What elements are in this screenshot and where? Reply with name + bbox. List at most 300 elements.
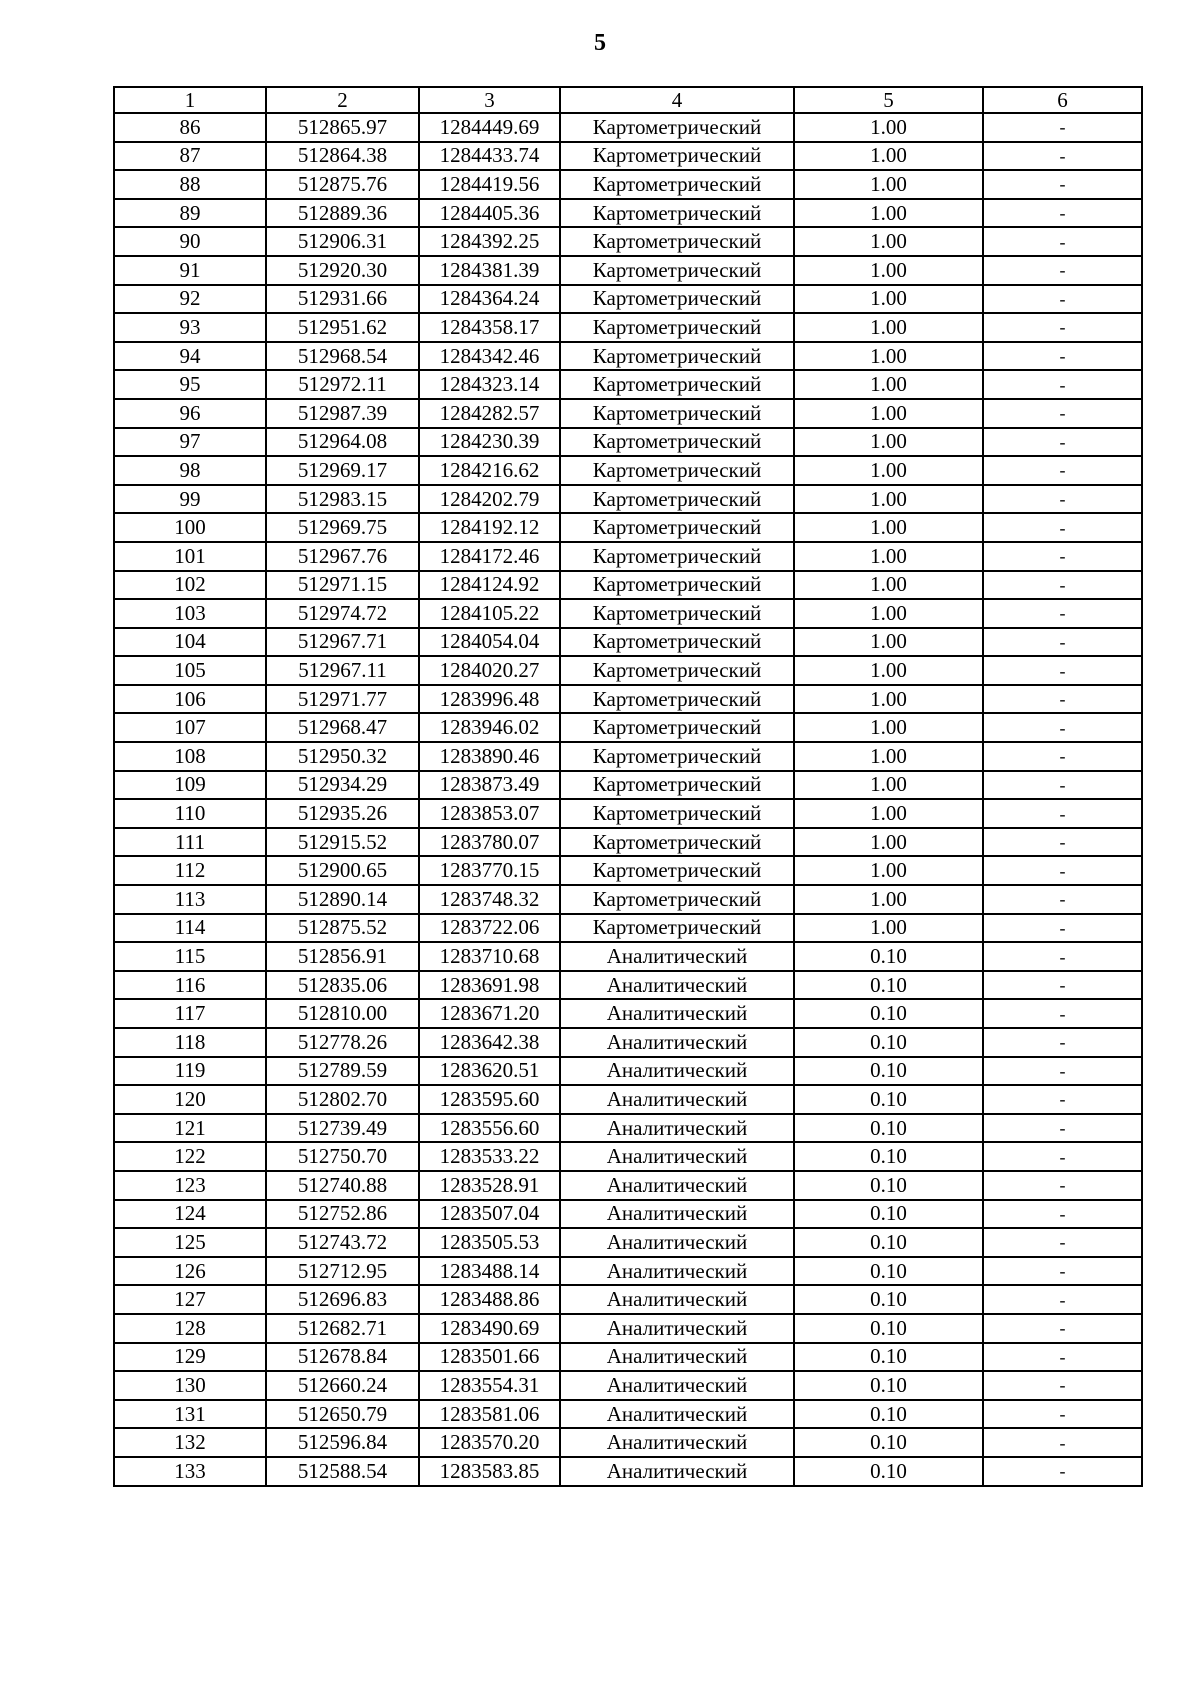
cell-note: - — [983, 513, 1142, 542]
cell-coord-x: 512967.71 — [266, 628, 419, 657]
table-row — [114, 1171, 1142, 1200]
cell-coord-y: 1283556.60 — [419, 1114, 560, 1143]
table-row — [114, 1371, 1142, 1400]
table-row — [114, 428, 1142, 457]
cell-point-number: 113 — [114, 885, 266, 914]
table-row — [114, 771, 1142, 800]
cell-note: - — [983, 1457, 1142, 1486]
cell-point-number: 122 — [114, 1142, 266, 1171]
cell-point-number: 129 — [114, 1343, 266, 1372]
cell-point-number: 124 — [114, 1200, 266, 1229]
cell-note: - — [983, 599, 1142, 628]
cell-method: Аналитический — [560, 1285, 794, 1314]
cell-coord-x: 512696.83 — [266, 1285, 419, 1314]
cell-method: Картометрический — [560, 142, 794, 171]
table-row — [114, 1257, 1142, 1286]
cell-point-number: 95 — [114, 370, 266, 399]
cell-note: - — [983, 1371, 1142, 1400]
cell-point-number: 123 — [114, 1171, 266, 1200]
cell-point-number: 131 — [114, 1400, 266, 1429]
cell-coord-y: 1283642.38 — [419, 1028, 560, 1057]
cell-note: - — [983, 542, 1142, 571]
cell-method: Аналитический — [560, 1228, 794, 1257]
cell-coord-x: 512900.65 — [266, 856, 419, 885]
cell-coord-x: 512974.72 — [266, 599, 419, 628]
cell-method: Аналитический — [560, 1428, 794, 1457]
cell-note: - — [983, 713, 1142, 742]
cell-coord-y: 1284405.36 — [419, 199, 560, 228]
table-row — [114, 914, 1142, 943]
cell-accuracy: 1.00 — [794, 914, 983, 943]
cell-method: Аналитический — [560, 1200, 794, 1229]
cell-note: - — [983, 256, 1142, 285]
cell-method: Картометрический — [560, 542, 794, 571]
cell-method: Аналитический — [560, 1085, 794, 1114]
table-row — [114, 370, 1142, 399]
cell-coord-x: 512875.52 — [266, 914, 419, 943]
cell-coord-x: 512650.79 — [266, 1400, 419, 1429]
cell-coord-y: 1283501.66 — [419, 1343, 560, 1372]
cell-coord-x: 512810.00 — [266, 999, 419, 1028]
cell-note: - — [983, 1200, 1142, 1229]
cell-coord-x: 512740.88 — [266, 1171, 419, 1200]
table-row — [114, 170, 1142, 199]
cell-coord-x: 512889.36 — [266, 199, 419, 228]
table-row — [114, 628, 1142, 657]
cell-method: Картометрический — [560, 342, 794, 371]
cell-coord-y: 1284381.39 — [419, 256, 560, 285]
cell-coord-x: 512588.54 — [266, 1457, 419, 1486]
cell-accuracy: 1.00 — [794, 199, 983, 228]
table-row — [114, 685, 1142, 714]
cell-accuracy: 1.00 — [794, 742, 983, 771]
cell-coord-x: 512856.91 — [266, 942, 419, 971]
cell-coord-y: 1283581.06 — [419, 1400, 560, 1429]
cell-coord-x: 512864.38 — [266, 142, 419, 171]
cell-point-number: 96 — [114, 399, 266, 428]
cell-coord-y: 1283620.51 — [419, 1057, 560, 1086]
cell-point-number: 101 — [114, 542, 266, 571]
cell-method: Картометрический — [560, 113, 794, 142]
cell-method: Аналитический — [560, 1114, 794, 1143]
cell-note: - — [983, 1400, 1142, 1429]
cell-coord-x: 512920.30 — [266, 256, 419, 285]
cell-point-number: 121 — [114, 1114, 266, 1143]
cell-coord-x: 512972.11 — [266, 370, 419, 399]
cell-method: Аналитический — [560, 1028, 794, 1057]
cell-note: - — [983, 370, 1142, 399]
cell-accuracy: 1.00 — [794, 799, 983, 828]
cell-coord-y: 1283570.20 — [419, 1428, 560, 1457]
cell-coord-y: 1284230.39 — [419, 428, 560, 457]
cell-coord-x: 512967.11 — [266, 656, 419, 685]
cell-coord-x: 512915.52 — [266, 828, 419, 857]
cell-method: Аналитический — [560, 942, 794, 971]
cell-note: - — [983, 885, 1142, 914]
cell-coord-x: 512968.54 — [266, 342, 419, 371]
table-row — [114, 1028, 1142, 1057]
cell-method: Картометрический — [560, 456, 794, 485]
cell-coord-y: 1283853.07 — [419, 799, 560, 828]
cell-method: Картометрический — [560, 313, 794, 342]
cell-point-number: 128 — [114, 1314, 266, 1343]
cell-coord-y: 1284282.57 — [419, 399, 560, 428]
cell-note: - — [983, 285, 1142, 314]
cell-note: - — [983, 1114, 1142, 1143]
cell-point-number: 100 — [114, 513, 266, 542]
cell-point-number: 116 — [114, 971, 266, 1000]
cell-accuracy: 1.00 — [794, 885, 983, 914]
cell-coord-x: 512935.26 — [266, 799, 419, 828]
cell-method: Картометрический — [560, 799, 794, 828]
page-number: 5 — [594, 30, 606, 56]
cell-point-number: 133 — [114, 1457, 266, 1486]
table-row — [114, 113, 1142, 142]
cell-accuracy: 1.00 — [794, 513, 983, 542]
cell-method: Картометрический — [560, 199, 794, 228]
cell-coord-x: 512678.84 — [266, 1343, 419, 1372]
cell-note: - — [983, 999, 1142, 1028]
cell-accuracy: 1.00 — [794, 713, 983, 742]
header-cell-2: 2 — [266, 87, 419, 113]
cell-note: - — [983, 1085, 1142, 1114]
cell-accuracy: 1.00 — [794, 428, 983, 457]
cell-coord-x: 512934.29 — [266, 771, 419, 800]
cell-point-number: 111 — [114, 828, 266, 857]
cell-method: Картометрический — [560, 399, 794, 428]
cell-method: Картометрический — [560, 256, 794, 285]
cell-method: Картометрический — [560, 771, 794, 800]
cell-accuracy: 1.00 — [794, 456, 983, 485]
table-row — [114, 742, 1142, 771]
cell-coord-y: 1283890.46 — [419, 742, 560, 771]
cell-point-number: 112 — [114, 856, 266, 885]
cell-accuracy: 1.00 — [794, 656, 983, 685]
cell-point-number: 127 — [114, 1285, 266, 1314]
table-row — [114, 885, 1142, 914]
cell-method: Картометрический — [560, 656, 794, 685]
cell-point-number: 99 — [114, 485, 266, 514]
cell-note: - — [983, 856, 1142, 885]
cell-note: - — [983, 1228, 1142, 1257]
cell-coord-x: 512750.70 — [266, 1142, 419, 1171]
cell-method: Картометрический — [560, 285, 794, 314]
cell-note: - — [983, 1285, 1142, 1314]
cell-coord-y: 1284419.56 — [419, 170, 560, 199]
cell-coord-x: 512950.32 — [266, 742, 419, 771]
cell-method: Аналитический — [560, 1314, 794, 1343]
table-row — [114, 227, 1142, 256]
cell-accuracy: 0.10 — [794, 1200, 983, 1229]
cell-coord-y: 1284433.74 — [419, 142, 560, 171]
cell-point-number: 92 — [114, 285, 266, 314]
cell-coord-y: 1283595.60 — [419, 1085, 560, 1114]
cell-note: - — [983, 571, 1142, 600]
cell-method: Аналитический — [560, 1371, 794, 1400]
cell-note: - — [983, 1257, 1142, 1286]
cell-coord-y: 1283490.69 — [419, 1314, 560, 1343]
cell-coord-x: 512712.95 — [266, 1257, 419, 1286]
header-cell-4: 4 — [560, 87, 794, 113]
cell-coord-y: 1283691.98 — [419, 971, 560, 1000]
table-row — [114, 342, 1142, 371]
cell-point-number: 132 — [114, 1428, 266, 1457]
cell-point-number: 108 — [114, 742, 266, 771]
cell-coord-y: 1284124.92 — [419, 571, 560, 600]
cell-accuracy: 1.00 — [794, 113, 983, 142]
cell-coord-y: 1284449.69 — [419, 113, 560, 142]
cell-method: Аналитический — [560, 971, 794, 1000]
cell-accuracy: 0.10 — [794, 1142, 983, 1171]
cell-note: - — [983, 1171, 1142, 1200]
header-row — [114, 87, 1142, 113]
cell-note: - — [983, 1057, 1142, 1086]
table-row — [114, 1228, 1142, 1257]
cell-accuracy: 0.10 — [794, 1428, 983, 1457]
table-row — [114, 1314, 1142, 1343]
table-row — [114, 1428, 1142, 1457]
table-row — [114, 828, 1142, 857]
cell-accuracy: 1.00 — [794, 170, 983, 199]
header-cell-1: 1 — [114, 87, 266, 113]
cell-method: Картометрический — [560, 885, 794, 914]
cell-coord-y: 1283583.85 — [419, 1457, 560, 1486]
cell-coord-y: 1284105.22 — [419, 599, 560, 628]
cell-coord-y: 1283554.31 — [419, 1371, 560, 1400]
table-row — [114, 1114, 1142, 1143]
cell-method: Аналитический — [560, 1343, 794, 1372]
cell-coord-y: 1284342.46 — [419, 342, 560, 371]
cell-accuracy: 0.10 — [794, 1343, 983, 1372]
cell-point-number: 109 — [114, 771, 266, 800]
cell-coord-x: 512596.84 — [266, 1428, 419, 1457]
cell-method: Аналитический — [560, 1457, 794, 1486]
cell-accuracy: 0.10 — [794, 942, 983, 971]
cell-method: Аналитический — [560, 1400, 794, 1429]
cell-method: Картометрический — [560, 628, 794, 657]
cell-accuracy: 1.00 — [794, 628, 983, 657]
cell-accuracy: 1.00 — [794, 142, 983, 171]
cell-note: - — [983, 685, 1142, 714]
table-row — [114, 313, 1142, 342]
table-row — [114, 542, 1142, 571]
cell-accuracy: 1.00 — [794, 856, 983, 885]
table-row — [114, 1457, 1142, 1486]
cell-coord-y: 1283748.32 — [419, 885, 560, 914]
table-row — [114, 599, 1142, 628]
cell-coord-y: 1283505.53 — [419, 1228, 560, 1257]
cell-note: - — [983, 485, 1142, 514]
cell-method: Картометрический — [560, 599, 794, 628]
cell-accuracy: 0.10 — [794, 1457, 983, 1486]
cell-method: Аналитический — [560, 1257, 794, 1286]
table-row — [114, 999, 1142, 1028]
cell-note: - — [983, 628, 1142, 657]
cell-note: - — [983, 1314, 1142, 1343]
header-cell-3: 3 — [419, 87, 560, 113]
cell-point-number: 115 — [114, 942, 266, 971]
cell-coord-x: 512835.06 — [266, 971, 419, 1000]
table-row — [114, 456, 1142, 485]
table-row — [114, 713, 1142, 742]
cell-method: Картометрический — [560, 713, 794, 742]
cell-coord-y: 1284392.25 — [419, 227, 560, 256]
cell-accuracy: 1.00 — [794, 485, 983, 514]
cell-coord-x: 512778.26 — [266, 1028, 419, 1057]
cell-note: - — [983, 771, 1142, 800]
cell-coord-x: 512865.97 — [266, 113, 419, 142]
cell-note: - — [983, 313, 1142, 342]
cell-coord-y: 1284216.62 — [419, 456, 560, 485]
cell-coord-x: 512967.76 — [266, 542, 419, 571]
cell-coord-x: 512890.14 — [266, 885, 419, 914]
coordinates-table — [113, 86, 1143, 1487]
cell-point-number: 125 — [114, 1228, 266, 1257]
cell-coord-y: 1284192.12 — [419, 513, 560, 542]
cell-method: Картометрический — [560, 485, 794, 514]
cell-coord-x: 512931.66 — [266, 285, 419, 314]
cell-coord-x: 512906.31 — [266, 227, 419, 256]
cell-note: - — [983, 742, 1142, 771]
cell-coord-y: 1283780.07 — [419, 828, 560, 857]
cell-coord-y: 1284358.17 — [419, 313, 560, 342]
cell-coord-x: 512969.75 — [266, 513, 419, 542]
cell-coord-x: 512969.17 — [266, 456, 419, 485]
cell-coord-x: 512682.71 — [266, 1314, 419, 1343]
cell-note: - — [983, 227, 1142, 256]
cell-coord-x: 512968.47 — [266, 713, 419, 742]
cell-accuracy: 1.00 — [794, 399, 983, 428]
table-row — [114, 1400, 1142, 1429]
cell-coord-x: 512983.15 — [266, 485, 419, 514]
cell-point-number: 87 — [114, 142, 266, 171]
cell-method: Аналитический — [560, 1142, 794, 1171]
cell-coord-y: 1283671.20 — [419, 999, 560, 1028]
cell-accuracy: 0.10 — [794, 1285, 983, 1314]
cell-accuracy: 0.10 — [794, 1257, 983, 1286]
cell-coord-y: 1284020.27 — [419, 656, 560, 685]
table-row — [114, 656, 1142, 685]
table-row — [114, 1057, 1142, 1086]
table-row — [114, 399, 1142, 428]
cell-point-number: 117 — [114, 999, 266, 1028]
cell-coord-x: 512987.39 — [266, 399, 419, 428]
table-row — [114, 1200, 1142, 1229]
cell-accuracy: 0.10 — [794, 1085, 983, 1114]
cell-method: Картометрический — [560, 370, 794, 399]
table-row — [114, 1343, 1142, 1372]
cell-coord-x: 512971.77 — [266, 685, 419, 714]
cell-accuracy: 1.00 — [794, 256, 983, 285]
cell-point-number: 110 — [114, 799, 266, 828]
cell-point-number: 103 — [114, 599, 266, 628]
cell-method: Аналитический — [560, 1057, 794, 1086]
table-row — [114, 513, 1142, 542]
cell-accuracy: 0.10 — [794, 1028, 983, 1057]
cell-accuracy: 1.00 — [794, 227, 983, 256]
cell-method: Картометрический — [560, 170, 794, 199]
cell-point-number: 105 — [114, 656, 266, 685]
cell-coord-x: 512743.72 — [266, 1228, 419, 1257]
cell-accuracy: 1.00 — [794, 370, 983, 399]
table-row — [114, 856, 1142, 885]
cell-point-number: 104 — [114, 628, 266, 657]
cell-method: Картометрический — [560, 571, 794, 600]
cell-method: Картометрический — [560, 856, 794, 885]
cell-accuracy: 1.00 — [794, 771, 983, 800]
cell-accuracy: 1.00 — [794, 828, 983, 857]
cell-method: Картометрический — [560, 828, 794, 857]
cell-point-number: 119 — [114, 1057, 266, 1086]
cell-coord-x: 512964.08 — [266, 428, 419, 457]
cell-coord-y: 1283710.68 — [419, 942, 560, 971]
cell-note: - — [983, 399, 1142, 428]
table-row — [114, 256, 1142, 285]
cell-point-number: 114 — [114, 914, 266, 943]
cell-note: - — [983, 914, 1142, 943]
cell-coord-y: 1284202.79 — [419, 485, 560, 514]
cell-accuracy: 1.00 — [794, 313, 983, 342]
cell-coord-y: 1284323.14 — [419, 370, 560, 399]
cell-note: - — [983, 971, 1142, 1000]
table-row — [114, 485, 1142, 514]
cell-accuracy: 0.10 — [794, 1314, 983, 1343]
cell-accuracy: 0.10 — [794, 971, 983, 1000]
cell-accuracy: 0.10 — [794, 1371, 983, 1400]
cell-point-number: 107 — [114, 713, 266, 742]
cell-coord-y: 1284054.04 — [419, 628, 560, 657]
cell-coord-x: 512660.24 — [266, 1371, 419, 1400]
cell-coord-y: 1283770.15 — [419, 856, 560, 885]
cell-coord-x: 512971.15 — [266, 571, 419, 600]
cell-accuracy: 1.00 — [794, 599, 983, 628]
cell-note: - — [983, 828, 1142, 857]
cell-point-number: 98 — [114, 456, 266, 485]
cell-coord-y: 1283528.91 — [419, 1171, 560, 1200]
table-row — [114, 142, 1142, 171]
cell-note: - — [983, 142, 1142, 171]
cell-accuracy: 1.00 — [794, 285, 983, 314]
table-row — [114, 942, 1142, 971]
cell-coord-y: 1283722.06 — [419, 914, 560, 943]
cell-coord-x: 512951.62 — [266, 313, 419, 342]
table-row — [114, 1142, 1142, 1171]
cell-method: Аналитический — [560, 1171, 794, 1200]
cell-note: - — [983, 1428, 1142, 1457]
table-row — [114, 971, 1142, 1000]
cell-coord-y: 1283533.22 — [419, 1142, 560, 1171]
cell-accuracy: 0.10 — [794, 1400, 983, 1429]
cell-coord-y: 1283488.86 — [419, 1285, 560, 1314]
cell-note: - — [983, 456, 1142, 485]
cell-point-number: 94 — [114, 342, 266, 371]
cell-note: - — [983, 199, 1142, 228]
cell-coord-y: 1283488.14 — [419, 1257, 560, 1286]
cell-method: Картометрический — [560, 914, 794, 943]
cell-coord-y: 1283507.04 — [419, 1200, 560, 1229]
cell-point-number: 88 — [114, 170, 266, 199]
cell-method: Картометрический — [560, 227, 794, 256]
cell-accuracy: 0.10 — [794, 1114, 983, 1143]
cell-note: - — [983, 170, 1142, 199]
cell-point-number: 126 — [114, 1257, 266, 1286]
cell-point-number: 120 — [114, 1085, 266, 1114]
cell-note: - — [983, 1343, 1142, 1372]
cell-coord-x: 512802.70 — [266, 1085, 419, 1114]
cell-point-number: 102 — [114, 571, 266, 600]
cell-accuracy: 0.10 — [794, 1057, 983, 1086]
cell-coord-x: 512875.76 — [266, 170, 419, 199]
